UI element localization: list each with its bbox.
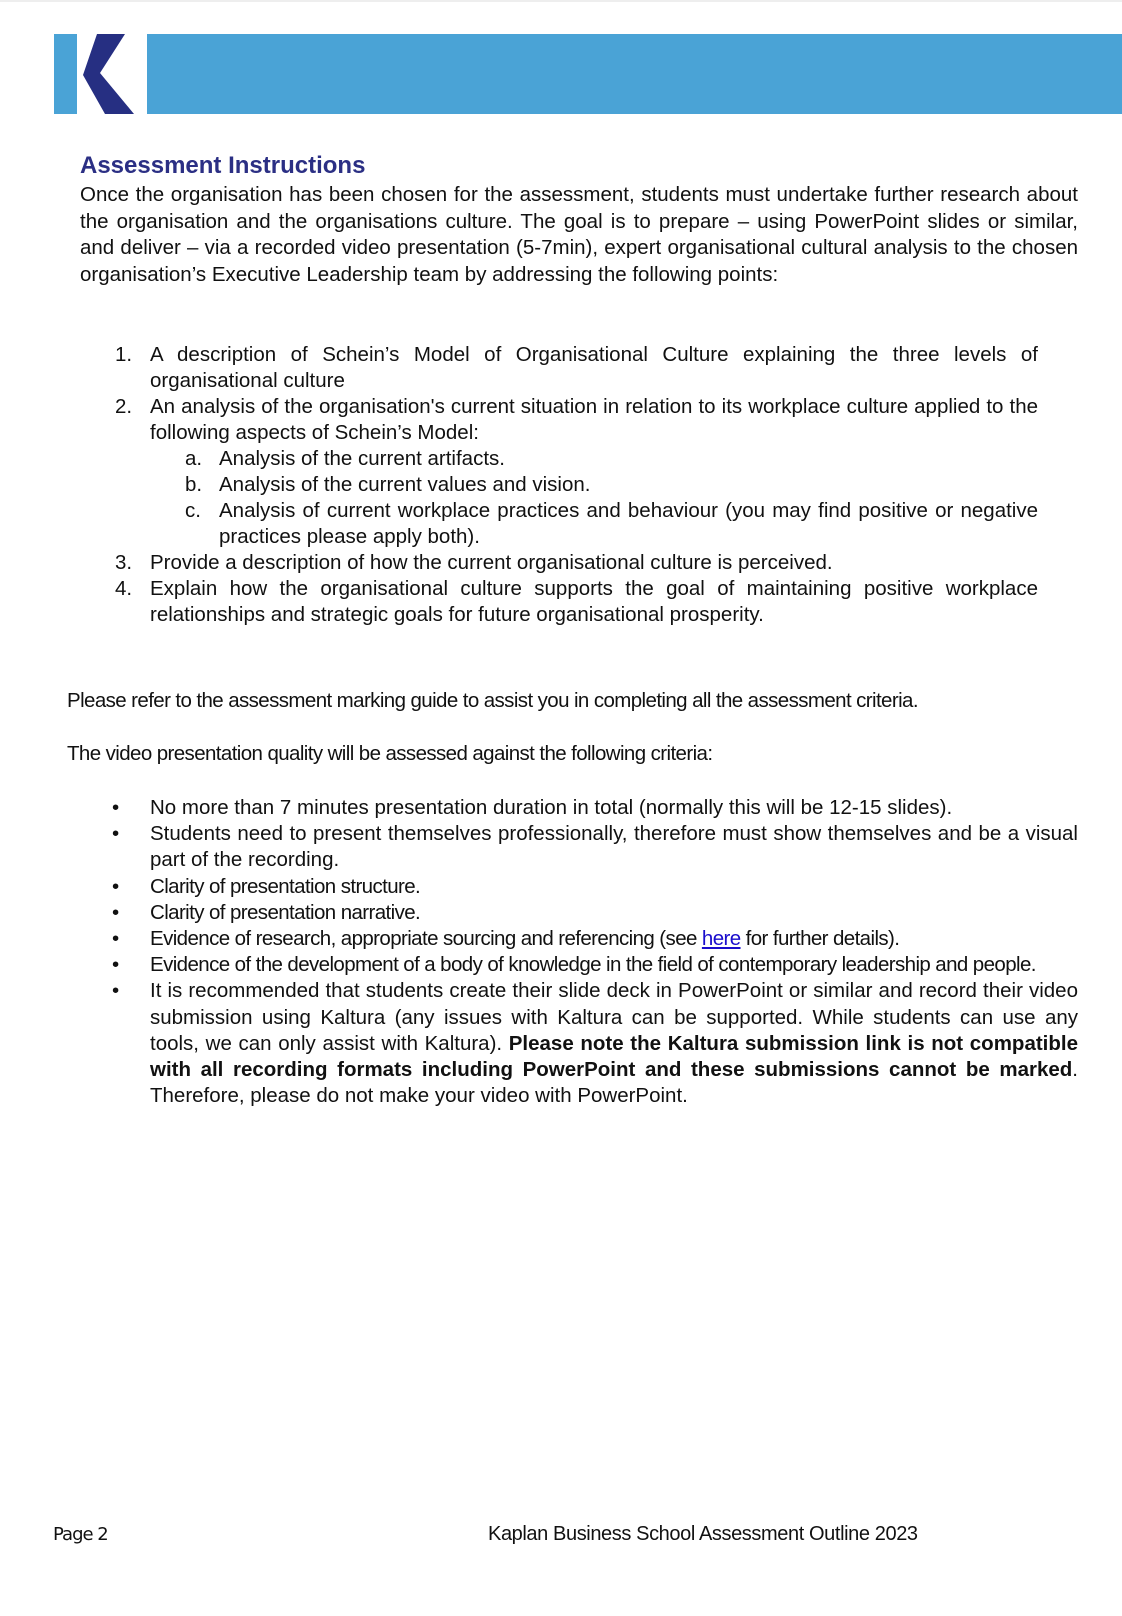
criteria-item bbox=[112, 926, 1078, 952]
item-text: It is recommended that students create their slide deck in PowerPoint or similar and record their video submission using Kaltura (any issues with Kaltura can be supported. While students can use any tools, we can only assist with Kaltura). bbox=[150, 979, 1078, 1055]
sub-list-item bbox=[185, 498, 1038, 550]
item-text: Students need to present themselves professionally, therefore must show themselves and be a visual part of the recording. bbox=[150, 822, 1078, 872]
bold-warning-text: Please note the Kaltura submission link is not compatible with all recording formats including PowerPoint and these submissions cannot be marked bbox=[150, 1031, 1078, 1082]
item-number: b. bbox=[185, 473, 203, 496]
footer-page-number: Page 2 bbox=[53, 1524, 108, 1545]
item-number: c. bbox=[185, 499, 201, 522]
item-number: 3. bbox=[115, 551, 133, 574]
item-number: a. bbox=[185, 447, 203, 470]
item-text: Analysis of the current values and vision. bbox=[219, 473, 591, 496]
item-text: for further details). bbox=[740, 927, 900, 951]
referencing-link[interactable]: here bbox=[701, 927, 741, 951]
item-text: Analysis of the current artifacts. bbox=[219, 447, 505, 470]
footer-title: Kaplan Business School Assessment Outline 2023 bbox=[488, 1523, 918, 1545]
item-text: Provide a description of how the current organisational culture is perceived. bbox=[150, 551, 833, 574]
item-text: A description of Schein’s Model of Organisational Culture explaining the three levels of organisational culture bbox=[150, 343, 1038, 392]
criteria-item bbox=[112, 795, 1078, 821]
criteria-item bbox=[112, 874, 1078, 900]
bullet-icon: • bbox=[112, 900, 119, 924]
bullet-icon: • bbox=[112, 796, 120, 819]
item-text: Clarity of presentation structure. bbox=[150, 874, 421, 898]
criteria-intro: The video presentation quality will be assessed against the following criteria: bbox=[67, 742, 713, 765]
item-number: 1. bbox=[115, 343, 133, 366]
criteria-list bbox=[112, 795, 1078, 1109]
criteria-item bbox=[112, 978, 1078, 1109]
list-item bbox=[115, 342, 1038, 394]
criteria-item bbox=[112, 821, 1078, 873]
item-number: 4. bbox=[115, 577, 133, 600]
criteria-item bbox=[112, 900, 1078, 926]
item-text: Clarity of presentation narrative. bbox=[150, 900, 421, 924]
item-text: No more than 7 minutes presentation duration in total (normally this will be 12-15 slides). bbox=[150, 796, 953, 819]
bullet-icon: • bbox=[112, 822, 120, 846]
page-top-edge bbox=[0, 0, 1122, 2]
list-item bbox=[115, 576, 1038, 628]
item-text: An analysis of the organisation's current situation in relation to its workplace culture applied to the following aspects of Schein’s Model: bbox=[150, 395, 1038, 444]
bullet-icon: • bbox=[112, 927, 119, 951]
item-text: . Therefore, please do not make your video with PowerPoint. bbox=[150, 1058, 1078, 1108]
item-text: Evidence of research, appropriate sourcing and referencing (see bbox=[150, 927, 702, 951]
item-number: 2. bbox=[115, 395, 133, 418]
item-text: Evidence of the development of a body of knowledge in the field of contemporary leadership and people. bbox=[150, 953, 1036, 977]
list-item bbox=[115, 394, 1038, 550]
item-text: Explain how the organisational culture supports the goal of maintaining positive workplace relationships and strategic goals for future organisational prosperity. bbox=[150, 577, 1038, 626]
sub-list-item bbox=[185, 446, 1038, 472]
assessment-points-list bbox=[115, 342, 1038, 628]
marking-guide-note: Please refer to the assessment marking guide to assist you in completing all the assessment criteria. bbox=[67, 689, 918, 712]
intro-paragraph: Once the organisation has been chosen for the assessment, students must undertake further research about the organisation and the organisations culture. The goal is to prepare – using PowerPoint slides or similar, and deliver – via a recorded video presentation (5-7min), expert organisational cultural analysis to the chosen organisation’s Executive Leadership team by addressing the following points: bbox=[80, 183, 1078, 286]
kaplan-logo-icon bbox=[54, 34, 134, 114]
header-banner bbox=[147, 34, 1122, 114]
bullet-icon: • bbox=[112, 979, 120, 1003]
bullet-icon: • bbox=[112, 953, 119, 977]
bullet-icon: • bbox=[112, 874, 119, 898]
sub-list bbox=[150, 446, 1038, 550]
item-text: Analysis of current workplace practices and behaviour (you may find positive or negative practices please apply both). bbox=[219, 499, 1038, 548]
sub-list-item bbox=[185, 472, 1038, 498]
section-heading: Assessment Instructions bbox=[80, 152, 366, 179]
list-item bbox=[115, 550, 1038, 576]
criteria-item bbox=[112, 952, 1078, 978]
